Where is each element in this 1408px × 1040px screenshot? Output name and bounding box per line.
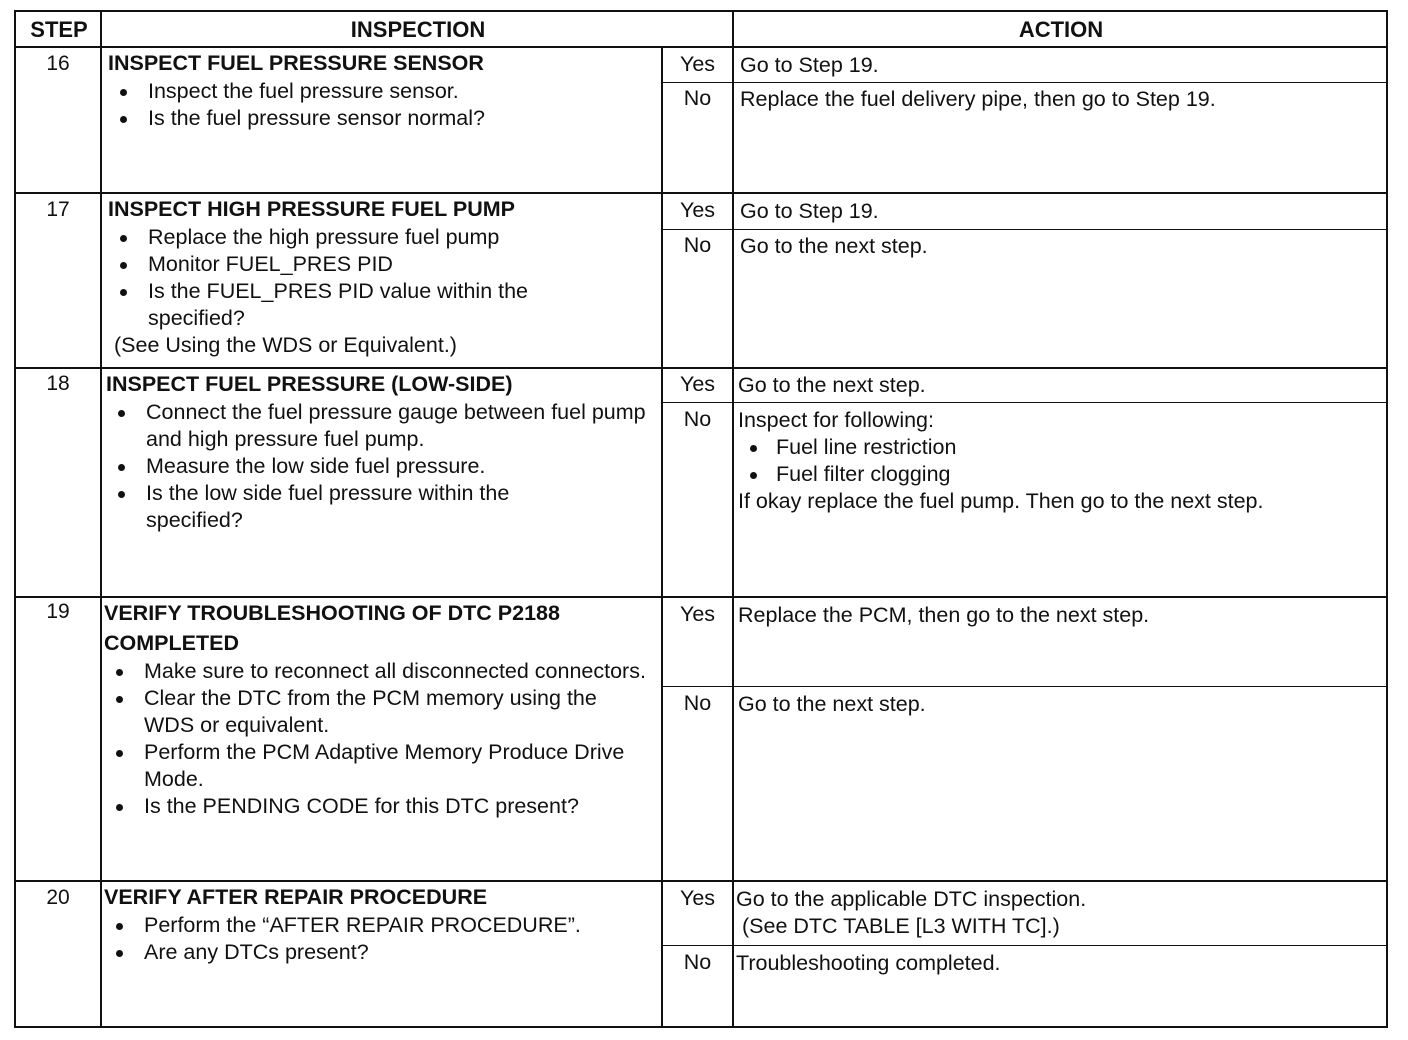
- inspection-title: INSPECT FUEL PRESSURE (LOW-SIDE): [106, 372, 513, 396]
- yes-label: Yes: [679, 602, 716, 626]
- no-action-intro: Inspect for following:: [738, 408, 934, 432]
- inspection-cell: [106, 369, 658, 534]
- step-number: 17: [46, 198, 70, 221]
- yes-label: Yes: [679, 52, 716, 76]
- no-action: Troubleshooting completed.: [736, 951, 1001, 975]
- yes-action-text: Go to the applicable DTC inspection.: [736, 887, 1087, 911]
- bullet-item: Clear the DTC from the PCM memory using the WDS or equivalent.: [104, 685, 644, 739]
- bullet-item: Is the PENDING CODE for this DTC present?: [104, 793, 658, 820]
- yes-label: Yes: [679, 198, 716, 222]
- yes-action: [736, 886, 1384, 940]
- yes-label: Yes: [679, 372, 716, 396]
- no-action: Go to the next step.: [738, 692, 926, 716]
- column-divider: [732, 12, 734, 1026]
- bullet-item: Fuel line restriction: [738, 434, 1383, 461]
- inspection-bullets: [106, 399, 658, 534]
- bullet-item: Measure the low side fuel pressure.: [106, 453, 658, 480]
- yes-action: Go to Step 19.: [740, 199, 879, 223]
- inspection-note: (See Using the WDS or Equivalent.): [114, 333, 457, 357]
- yes-action: Go to the next step.: [738, 373, 926, 397]
- step-number: 19: [46, 600, 70, 623]
- bullet-item: Is the low side fuel pressure within the specified?: [106, 480, 576, 534]
- step-number: 18: [46, 372, 70, 395]
- bullet-item: Perform the PCM Adaptive Memory Produce Drive Mode.: [104, 739, 644, 793]
- bullet-item: Fuel filter clogging: [738, 461, 1383, 488]
- bullet-item: Monitor FUEL_PRES PID: [108, 251, 656, 278]
- inspection-bullets: [108, 78, 656, 132]
- yes-action: Replace the PCM, then go to the next step.: [738, 603, 1150, 627]
- yes-action: Go to Step 19.: [740, 53, 879, 77]
- inspection-bullets: [104, 658, 658, 820]
- inspection-cell: [104, 598, 658, 820]
- no-label: No: [683, 950, 712, 974]
- yes-label: Yes: [679, 886, 716, 910]
- no-label: No: [683, 233, 712, 257]
- inspection-cell: [104, 882, 658, 966]
- no-label: No: [683, 691, 712, 715]
- column-divider: [100, 12, 102, 1026]
- bullet-item: Is the FUEL_PRES PID value within the specified?: [108, 278, 578, 332]
- bullet-item: Is the fuel pressure sensor normal?: [108, 105, 656, 132]
- no-label: No: [683, 407, 712, 431]
- no-action: Go to the next step.: [740, 234, 928, 258]
- header-step: STEP: [16, 12, 102, 48]
- no-action: Replace the fuel delivery pipe, then go to Step 19.: [740, 87, 1216, 111]
- header-action: ACTION: [734, 12, 1388, 48]
- yes-no-divider: [661, 686, 1386, 687]
- bullet-item: Replace the high pressure fuel pump: [108, 224, 656, 251]
- yes-no-divider: [661, 402, 1386, 403]
- inspection-bullets: [104, 912, 658, 966]
- bullet-item: Connect the fuel pressure gauge between fuel pump and high pressure fuel pump.: [106, 399, 658, 453]
- bullet-item: Are any DTCs present?: [104, 939, 658, 966]
- header-inspection: INSPECTION: [102, 12, 734, 48]
- yes-action-note: (See DTC TABLE [L3 WITH TC].): [742, 914, 1060, 938]
- no-action: [738, 407, 1383, 515]
- inspection-bullets: [108, 224, 656, 332]
- inspection-cell: [108, 194, 656, 359]
- step-number: 16: [46, 52, 70, 75]
- no-action-outro: If okay replace the fuel pump. Then go to the next step.: [738, 489, 1264, 513]
- inspection-title: VERIFY TROUBLESHOOTING OF DTC P2188 COMPLETED: [104, 601, 560, 655]
- yes-no-divider: [661, 945, 1386, 946]
- bullet-item: Perform the “AFTER REPAIR PROCEDURE”.: [104, 912, 658, 939]
- inspection-cell: [108, 48, 656, 132]
- yes-no-divider: [661, 82, 1386, 83]
- bullet-item: Inspect the fuel pressure sensor.: [108, 78, 656, 105]
- step-number: 20: [46, 886, 70, 909]
- no-action-bullets: [738, 434, 1383, 488]
- inspection-title: VERIFY AFTER REPAIR PROCEDURE: [104, 885, 488, 909]
- bullet-item: Make sure to reconnect all disconnected connectors.: [104, 658, 658, 685]
- inspection-title: INSPECT HIGH PRESSURE FUEL PUMP: [108, 197, 515, 221]
- yes-no-divider: [661, 229, 1386, 230]
- inspection-title: INSPECT FUEL PRESSURE SENSOR: [108, 51, 484, 75]
- no-label: No: [683, 86, 712, 110]
- troubleshooting-table: [14, 10, 1388, 1028]
